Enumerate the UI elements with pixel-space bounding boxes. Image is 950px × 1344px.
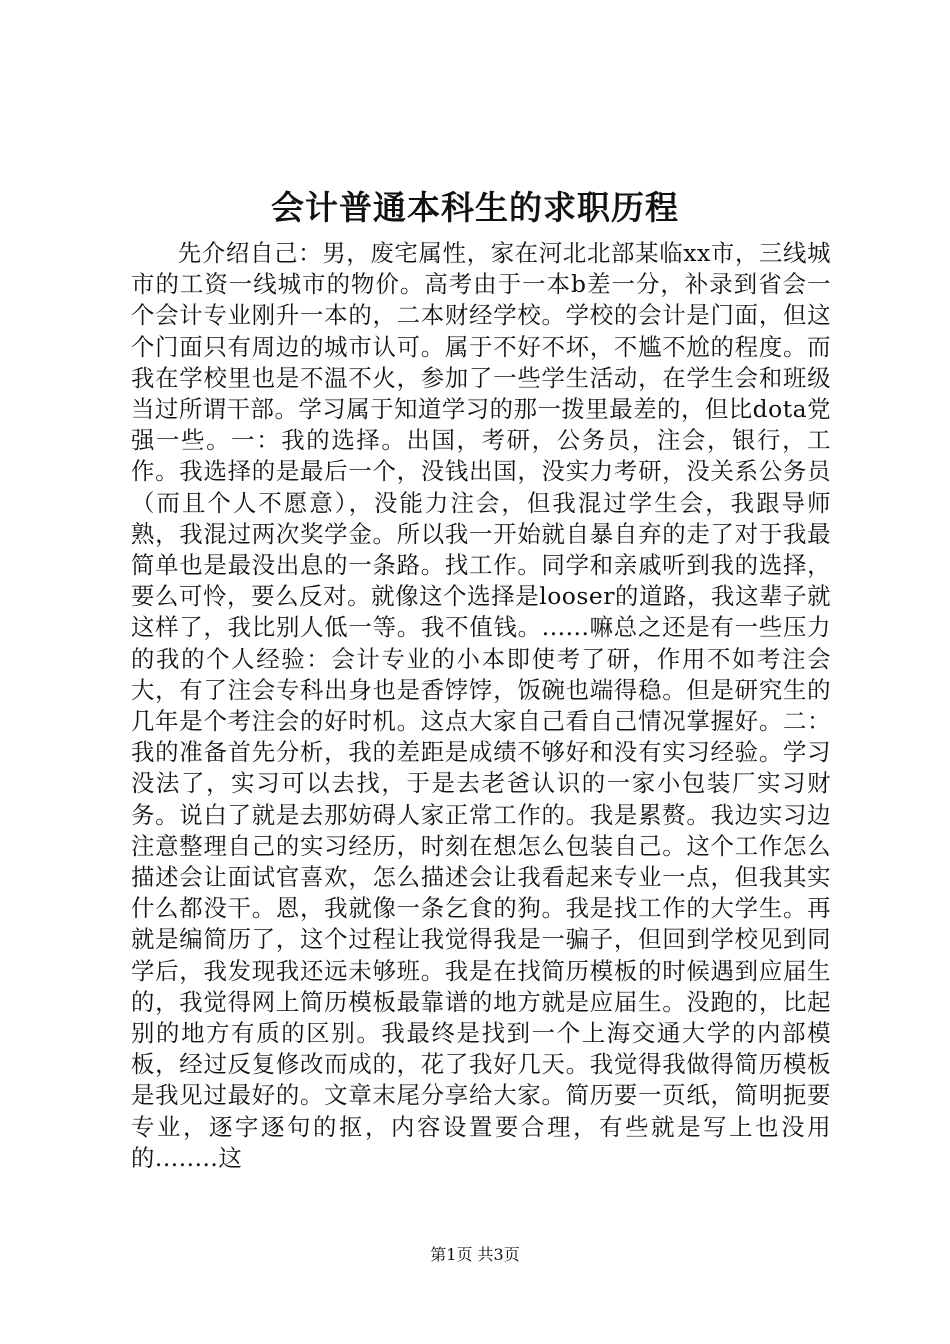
- document-body-paragraph: 先介绍自己：男，废宅属性，家在河北北部某临xx市，三线城市的工资一线城市的物价。高考由于一本b差一分，补录到省会一个会计专业刚升一本的，二本财经学校。学校的会计是门面，但这个门面只有周边的城市认可。属于不好不坏，不尴不尬的程度。而我在学校里也是不温不火，参加了一些学生活动，在学生会和班级当过所谓干部。学习属于知道学习的那一拨里最差的，但比dota党强一些。一：我的选择。出国，考研，公务员，注会，银行，工作。我选择的是最后一个，没钱出国，没实力考研，没关系公务员（而且个人不愿意），没能力注会，但我混过学生会，我跟导师熟，我混过两次奖学金。所以我一开始就自暴自弃的走了对于我最简单也是最没出息的一条路。找工作。同学和亲戚听到我的选择，要么可怜，要么反对。就像这个选择是looser的道路，我这辈子就这样了，我比别人低一等。我不值钱。......嘛总之还是有一些压力的我的个人经验：会计专业的小本即使考了研，作用不如考注会大，有了注会专科出身也是香饽饽，饭碗也端得稳。但是研究生的几年是个考注会的好时机。这点大家自己看自己情况掌握好。二：我的准备首先分析，我的差距是成绩不够好和没有实习经验。学习没法了，实习可以去找，于是去老爸认识的一家小包装厂实习财务。说白了就是去那妨碍人家正常工作的。我是累赘。我边实习边注意整理自己的实习经历，时刻在想怎么包装自己。这个工作怎么描述会让面试官喜欢，怎么描述会让我看起来专业一点，但我其实什么都没干。恩，我就像一条乞食的狗。我是找工作的大学生。再就是编简历了，这个过程让我觉得我是一骗子，但回到学校见到同学后，我发现我还远未够班。我是在找简历模板的时候遇到应届生的，我觉得网上简历模板最靠谱的地方就是应届生。没跑的，比起别的地方有质的区别。我最终是找到一个上海交通大学的内部模板，经过反复修改而成的，花了我好几天。我觉得我做得简历模板是我见过最好的。文章末尾分享给大家。简历要一页纸，简明扼要专业，逐字逐句的抠，内容设置要合理，有些就是写上也没用的........这: [131, 239, 831, 1172]
- document-title: 会计普通本科生的求职历程: [271, 188, 679, 227]
- page-number-footer: 第1页 共3页: [430, 1245, 520, 1264]
